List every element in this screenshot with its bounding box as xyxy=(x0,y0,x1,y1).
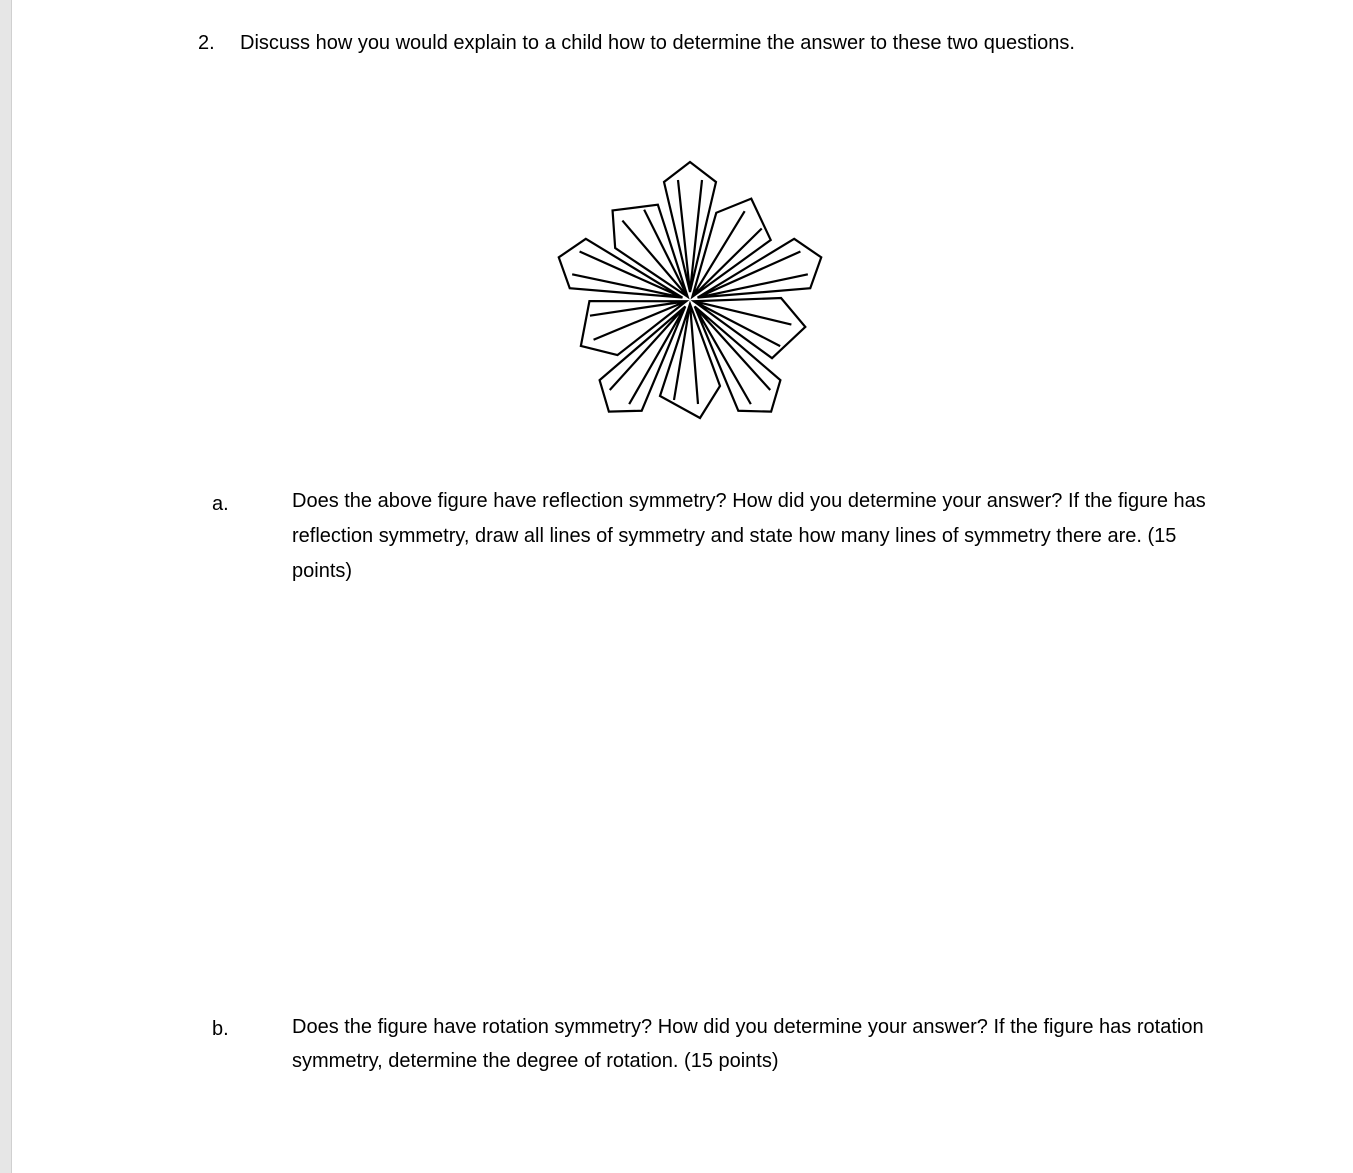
question-text: Discuss how you would explain to a child how to determine the answer to these two questions. xyxy=(240,32,1075,54)
part-b-label: b. xyxy=(212,1018,229,1040)
symmetry-figure xyxy=(530,150,850,450)
part-a-label: a. xyxy=(212,493,229,515)
part-b-text: Does the figure have rotation symmetry? How did you determine your answer? If the figure has rotation symmetry, determine the degree of rotation. (15 points) xyxy=(292,1016,1204,1072)
part-a-text: Does the above figure have reflection symmetry? How did you determine your answer? If the figure has reflection symmetry, draw all lines of symmetry and state how many lines of symmetry there are. (15 points) xyxy=(292,490,1206,582)
page-left-margin xyxy=(0,0,12,1173)
question-number: 2. xyxy=(198,32,215,54)
